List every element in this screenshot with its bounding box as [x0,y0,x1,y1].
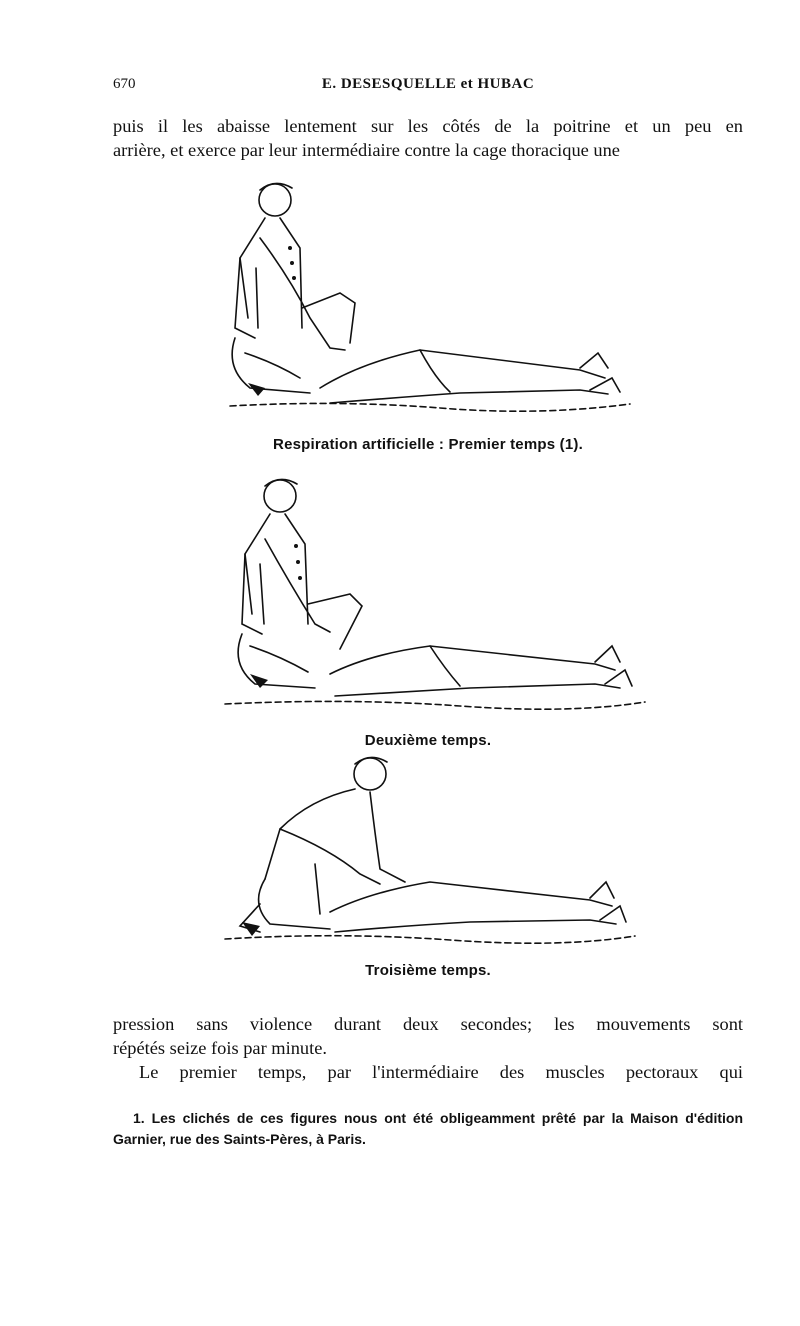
figure-troisieme-temps [220,754,640,949]
footnote-text: Les clichés de ces figures nous ont été obligeamment prêté par la Maison d'édition Garnier, rue des Saints-Pères, à Paris. [113,1110,744,1147]
footnote [113,1108,743,1150]
caption-premier-temps: Respiration artificielle : Premier temps (1). [273,436,583,453]
caption-troisieme-temps: Troisième temps. [365,962,491,979]
page-number: 670 [113,76,136,92]
illustration-deuxieme-temps [220,474,650,719]
figure-premier-temps [220,178,640,418]
figure-deuxieme-temps [220,474,650,719]
footnote-mark: 1. [133,1110,145,1126]
running-head: E. DESESQUELLE et HUBAC [321,76,535,92]
paragraph-top-line-1: puis il les abaisse lentement sur les côtés de la poitrine et un peu en [113,116,743,136]
paragraph-bottom-line-1: pression sans violence durant deux secondes; les mouvements sont [113,1014,743,1034]
page-header [113,76,743,100]
caption-deuxieme-temps: Deuxième temps. [364,732,492,749]
paragraph-bottom-line-2: répétés seize fois par minute. [113,1038,327,1058]
paragraph-bottom-line-3: Le premier temps, par l'intermédiaire des muscles pectoraux qui [139,1062,743,1082]
paragraph-top-line-2: arrière, et exerce par leur intermédiaire contre la cage thoracique une [113,140,620,160]
illustration-troisieme-temps [220,754,640,949]
illustration-premier-temps [220,178,640,418]
